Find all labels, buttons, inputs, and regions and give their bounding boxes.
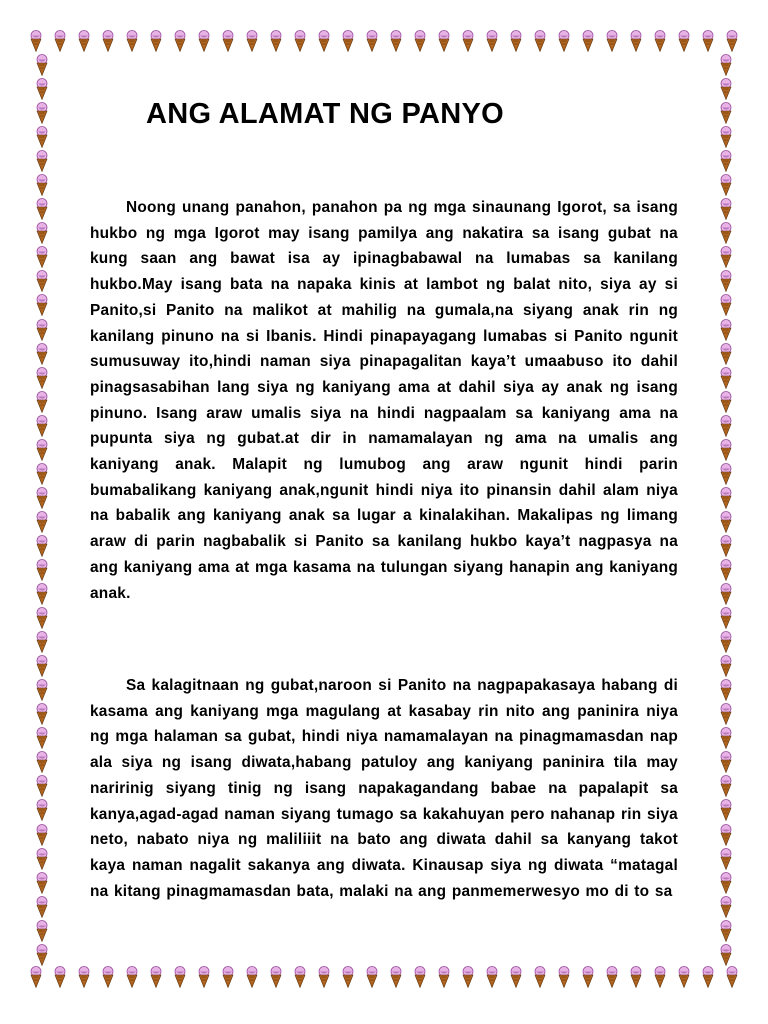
- ice-cream-cone-icon: [414, 30, 426, 52]
- ice-cream-cone-icon: [534, 30, 546, 52]
- ice-cream-cone-icon: [102, 30, 114, 52]
- ice-cream-cone-icon: [390, 30, 402, 52]
- ice-cream-cone-icon: [582, 966, 594, 988]
- ice-cream-cone-icon: [198, 30, 210, 52]
- ice-cream-cone-icon: [30, 30, 42, 52]
- ice-cream-cone-icon: [36, 751, 48, 773]
- ice-cream-cone-icon: [366, 966, 378, 988]
- ice-cream-cone-icon: [36, 583, 48, 605]
- ice-cream-cone-icon: [36, 511, 48, 533]
- ice-cream-cone-icon: [720, 872, 732, 894]
- ice-cream-cone-icon: [36, 246, 48, 268]
- ice-cream-cone-icon: [702, 30, 714, 52]
- ice-cream-cone-icon: [294, 30, 306, 52]
- ice-cream-cone-icon: [36, 799, 48, 821]
- ice-cream-cone-icon: [720, 655, 732, 677]
- ice-cream-cone-icon: [606, 966, 618, 988]
- ice-cream-cone-icon: [36, 872, 48, 894]
- ice-cream-cone-icon: [36, 944, 48, 966]
- ice-cream-cone-icon: [534, 966, 546, 988]
- ice-cream-cone-icon: [36, 391, 48, 413]
- border-bottom: [30, 966, 738, 990]
- ice-cream-cone-icon: [342, 966, 354, 988]
- ice-cream-cone-icon: [30, 966, 42, 988]
- ice-cream-cone-icon: [174, 966, 186, 988]
- ice-cream-cone-icon: [654, 966, 666, 988]
- ice-cream-cone-icon: [36, 367, 48, 389]
- ice-cream-cone-icon: [678, 966, 690, 988]
- ice-cream-cone-icon: [486, 966, 498, 988]
- ice-cream-cone-icon: [36, 824, 48, 846]
- ice-cream-cone-icon: [720, 102, 732, 124]
- ice-cream-cone-icon: [36, 54, 48, 76]
- ice-cream-cone-icon: [558, 966, 570, 988]
- ice-cream-cone-icon: [222, 966, 234, 988]
- ice-cream-cone-icon: [630, 966, 642, 988]
- border-top: [30, 30, 738, 54]
- ice-cream-cone-icon: [720, 343, 732, 365]
- ice-cream-cone-icon: [726, 30, 738, 52]
- ice-cream-cone-icon: [438, 30, 450, 52]
- ice-cream-cone-icon: [720, 559, 732, 581]
- ice-cream-cone-icon: [720, 848, 732, 870]
- ice-cream-cone-icon: [102, 966, 114, 988]
- ice-cream-cone-icon: [720, 775, 732, 797]
- ice-cream-cone-icon: [558, 30, 570, 52]
- ice-cream-cone-icon: [720, 535, 732, 557]
- ice-cream-cone-icon: [720, 463, 732, 485]
- ice-cream-cone-icon: [246, 30, 258, 52]
- ice-cream-cone-icon: [582, 30, 594, 52]
- ice-cream-cone-icon: [720, 751, 732, 773]
- ice-cream-cone-icon: [36, 896, 48, 918]
- ice-cream-cone-icon: [36, 920, 48, 942]
- ice-cream-cone-icon: [462, 30, 474, 52]
- ice-cream-cone-icon: [36, 463, 48, 485]
- ice-cream-cone-icon: [720, 439, 732, 461]
- ice-cream-cone-icon: [720, 246, 732, 268]
- ice-cream-cone-icon: [126, 30, 138, 52]
- ice-cream-cone-icon: [720, 391, 732, 413]
- ice-cream-cone-icon: [36, 679, 48, 701]
- ice-cream-cone-icon: [678, 30, 690, 52]
- ice-cream-cone-icon: [36, 487, 48, 509]
- border-left: [30, 54, 54, 966]
- ice-cream-cone-icon: [510, 30, 522, 52]
- paragraph-1: Noong unang panahon, panahon pa ng mga sinaunang Igorot, sa isang hukbo ng mga Igorot may isang pamilya ang nakatira sa isang gubat na kung saan ang bawat isa ay ipinagbabawal na lumabas sa kanilang hukbo.May isang bata na napaka kinis at lambot ng balat nito, siya ay si Panito,si Panito na malikot at mahilig na gumala,na siyang anak rin ng kanilang pinuno na si Ibanis. Hindi pinapayagang lumabas si Panito ngunit sumusuway ito,hindi naman siya pinapagalitan kaya’t umaabuso ito dahil pinagsasabihan lang siya ng kaniyang ama at dahil siya ay anak ng isang pinuno. Isang araw umalis siya na hindi nagpaalam sa kaniyang ama na pupunta siya ng gubat.at dir in namamalayan ng ama na umalis ang kaniyang anak. Malapit ng lumubog ang araw ngunit hindi parin bumabalikang kaniyang anak,ngunit hindi niya ito pinansin dahil alam niya na babalik ang kaniyang anak sa lugar a kinalakihan. Makalipas ng limang araw di parin nagbabalik si Panito sa kanilang hukbo kaya’t nagpasya na ang kaniyang ama at mga kasama na tulungan siyang hanapin ang kaniyang anak.: [90, 199, 678, 602]
- ice-cream-cone-icon: [720, 799, 732, 821]
- ice-cream-cone-icon: [726, 966, 738, 988]
- ice-cream-cone-icon: [270, 966, 282, 988]
- ice-cream-cone-icon: [36, 415, 48, 437]
- ice-cream-cone-icon: [222, 30, 234, 52]
- ice-cream-cone-icon: [36, 198, 48, 220]
- ice-cream-cone-icon: [150, 30, 162, 52]
- ice-cream-cone-icon: [36, 150, 48, 172]
- ice-cream-cone-icon: [198, 966, 210, 988]
- ice-cream-cone-icon: [720, 415, 732, 437]
- ice-cream-cone-icon: [486, 30, 498, 52]
- ice-cream-cone-icon: [654, 30, 666, 52]
- ice-cream-cone-icon: [246, 966, 258, 988]
- ice-cream-cone-icon: [720, 126, 732, 148]
- ice-cream-cone-icon: [318, 966, 330, 988]
- ice-cream-cone-icon: [36, 78, 48, 100]
- ice-cream-cone-icon: [54, 966, 66, 988]
- ice-cream-cone-icon: [720, 703, 732, 725]
- ice-cream-cone-icon: [462, 966, 474, 988]
- paragraph-2: Sa kalagitnaan ng gubat,naroon si Panito na nagpapakasaya habang di kasama ang kaniyang mga magulang at kasabay rin nito ang paninira niya ng mga halaman sa gubat, hindi niya namamalayan na pinagmamasdan nap ala siya ng isang diwata,habang patuloy ang kaniyang paninira tila may naririnig siyang tinig ng isang napakagandang babae na papalapit sa kanya,agad-agad naman siyang tumago sa kakahuyan pero nahanap rin siya neto, nabato niya ng maliliiit na bato ang diwata dahil sa kanyang takot kaya naman nagalit sakanya ang diwata. Kinausap siya ng diwata “matagal na kitang pinagmamasdan bata, malaki na ang panmemerwesyo mo di to sa: [90, 677, 678, 900]
- ice-cream-cone-icon: [174, 30, 186, 52]
- ice-cream-cone-icon: [126, 966, 138, 988]
- ice-cream-cone-icon: [720, 511, 732, 533]
- ice-cream-cone-icon: [720, 198, 732, 220]
- ice-cream-cone-icon: [414, 966, 426, 988]
- ice-cream-cone-icon: [720, 54, 732, 76]
- ice-cream-cone-icon: [342, 30, 354, 52]
- ice-cream-cone-icon: [720, 920, 732, 942]
- ice-cream-cone-icon: [720, 150, 732, 172]
- ice-cream-cone-icon: [720, 222, 732, 244]
- ice-cream-cone-icon: [36, 439, 48, 461]
- ice-cream-cone-icon: [510, 966, 522, 988]
- ice-cream-cone-icon: [36, 727, 48, 749]
- ice-cream-cone-icon: [36, 102, 48, 124]
- border-right: [714, 54, 738, 966]
- ice-cream-cone-icon: [720, 174, 732, 196]
- ice-cream-cone-icon: [270, 30, 282, 52]
- ice-cream-cone-icon: [720, 367, 732, 389]
- ice-cream-cone-icon: [720, 270, 732, 292]
- ice-cream-cone-icon: [36, 343, 48, 365]
- ice-cream-cone-icon: [720, 583, 732, 605]
- ice-cream-cone-icon: [390, 966, 402, 988]
- ice-cream-cone-icon: [36, 270, 48, 292]
- ice-cream-cone-icon: [438, 966, 450, 988]
- ice-cream-cone-icon: [294, 966, 306, 988]
- ice-cream-cone-icon: [720, 679, 732, 701]
- ice-cream-cone-icon: [702, 966, 714, 988]
- ice-cream-cone-icon: [36, 126, 48, 148]
- ice-cream-cone-icon: [36, 775, 48, 797]
- ice-cream-cone-icon: [36, 294, 48, 316]
- ice-cream-cone-icon: [36, 559, 48, 581]
- ice-cream-cone-icon: [78, 966, 90, 988]
- ice-cream-cone-icon: [54, 30, 66, 52]
- ice-cream-cone-icon: [720, 631, 732, 653]
- ice-cream-cone-icon: [720, 944, 732, 966]
- ice-cream-cone-icon: [720, 607, 732, 629]
- ice-cream-cone-icon: [150, 966, 162, 988]
- ice-cream-cone-icon: [78, 30, 90, 52]
- ice-cream-cone-icon: [720, 319, 732, 341]
- ice-cream-cone-icon: [720, 294, 732, 316]
- document-title: ANG ALAMAT NG PANYO: [146, 98, 504, 130]
- ice-cream-cone-icon: [36, 174, 48, 196]
- ice-cream-cone-icon: [630, 30, 642, 52]
- ice-cream-cone-icon: [366, 30, 378, 52]
- ice-cream-cone-icon: [606, 30, 618, 52]
- ice-cream-cone-icon: [36, 607, 48, 629]
- ice-cream-cone-icon: [720, 896, 732, 918]
- ice-cream-cone-icon: [36, 319, 48, 341]
- ice-cream-cone-icon: [36, 222, 48, 244]
- ice-cream-cone-icon: [36, 655, 48, 677]
- ice-cream-cone-icon: [36, 535, 48, 557]
- ice-cream-cone-icon: [720, 487, 732, 509]
- ice-cream-cone-icon: [36, 703, 48, 725]
- ice-cream-cone-icon: [720, 824, 732, 846]
- ice-cream-cone-icon: [36, 631, 48, 653]
- ice-cream-cone-icon: [36, 848, 48, 870]
- ice-cream-cone-icon: [318, 30, 330, 52]
- ice-cream-cone-icon: [720, 78, 732, 100]
- ice-cream-cone-icon: [720, 727, 732, 749]
